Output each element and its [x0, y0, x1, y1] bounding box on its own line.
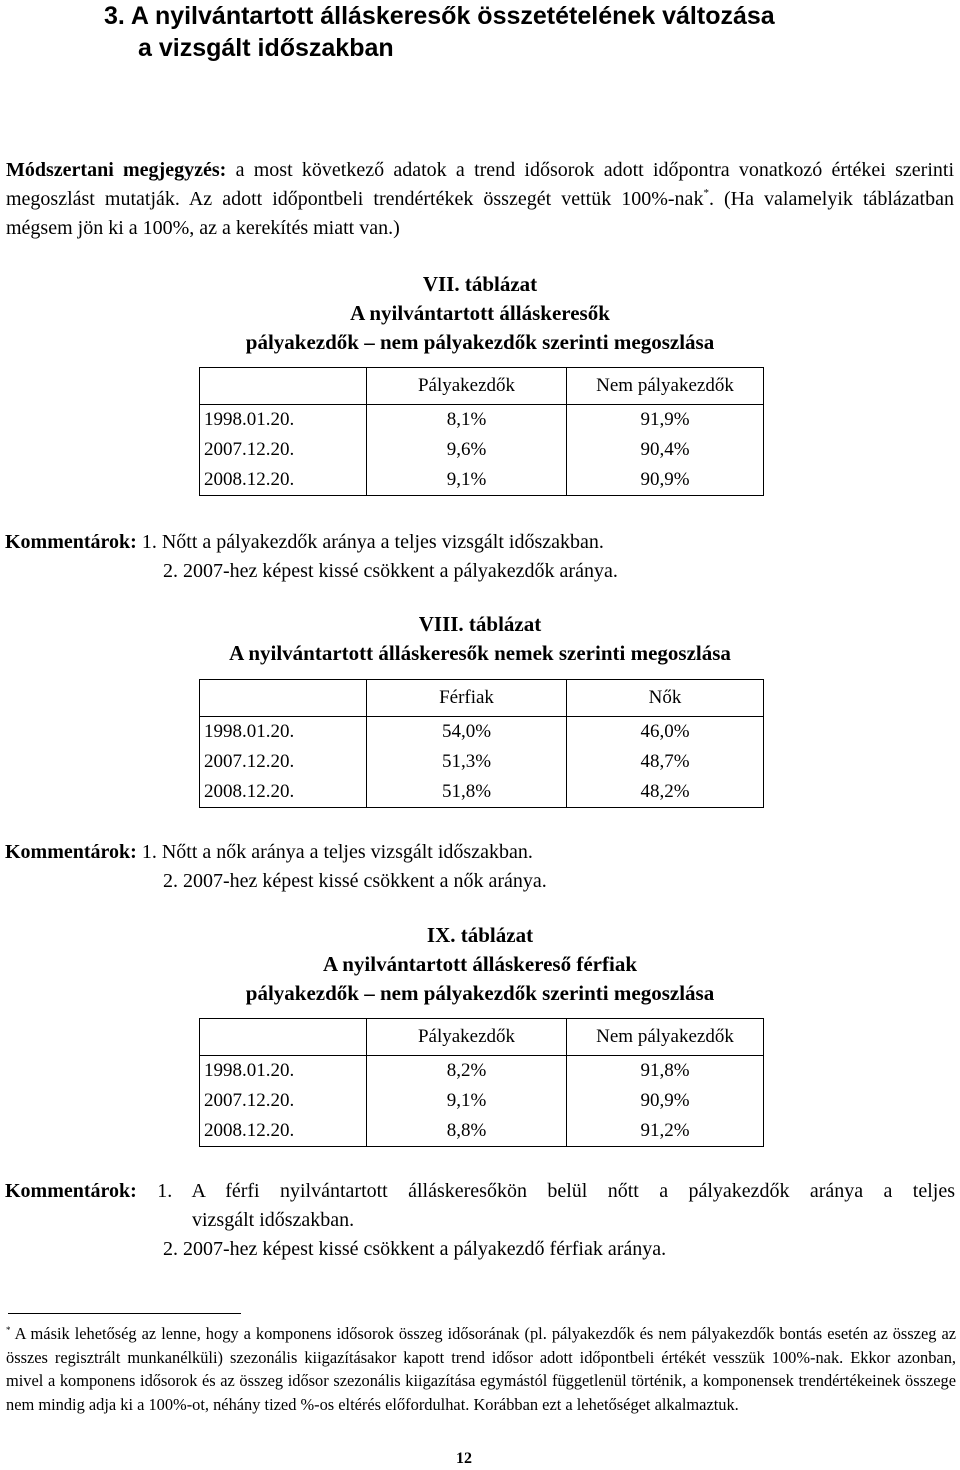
date-cell: 2008.12.20. — [200, 1116, 367, 1147]
table-ix-title-line1: A nyilvántartott álláskereső férfiak — [323, 952, 637, 976]
value-cell: 91,9% — [567, 405, 764, 436]
table-header-cell — [200, 1019, 367, 1056]
table-row — [200, 405, 764, 436]
table-vii-title-line2: pályakezdők – nem pályakezdők szerinti megoszlása — [245, 330, 715, 354]
date-cell: 2007.12.20. — [200, 747, 367, 777]
table-viii — [199, 679, 764, 808]
table-vii-title-line1: A nyilvántartott álláskeresők — [350, 301, 610, 325]
method-note-text: a most következő adatok a trend idősorok adott időpontra vonatkozó értékei szerinti megoszlást mutatják. Az adott időpontbeli trendértékek összegét vettük 100%-nak — [6, 159, 955, 210]
comment-item: 2. 2007-hez képest kissé csökkent a pályakezdő férfiak aránya. — [163, 1238, 667, 1260]
table-header-cell: Férfiak — [367, 680, 567, 717]
table-header-cell: Nők — [567, 680, 764, 717]
method-note — [6, 156, 954, 243]
footnote — [6, 1322, 956, 1416]
date-cell: 2007.12.20. — [200, 1086, 367, 1116]
section-heading-line2: a vizsgált időszakban — [138, 34, 394, 62]
value-cell: 48,7% — [567, 747, 764, 777]
date-cell: 1998.01.20. — [200, 405, 367, 436]
comment-item: 1. Nőtt a pályakezdők aránya a teljes vizsgált időszakban. — [141, 531, 604, 553]
value-cell: 90,9% — [567, 1086, 764, 1116]
comment-first-line — [5, 1177, 955, 1206]
comment-item: 1. Nőtt a nők aránya a teljes vizsgált időszakban. — [141, 841, 533, 863]
date-cell: 2007.12.20. — [200, 435, 367, 465]
table-header-cell: Pályakezdők — [367, 368, 567, 405]
value-cell: 51,8% — [367, 777, 567, 808]
comment-item: 2. 2007-hez képest kissé csökkent a nők aránya. — [163, 870, 547, 892]
value-cell: 48,2% — [567, 777, 764, 808]
table-row — [200, 465, 764, 496]
value-cell: 90,4% — [567, 435, 764, 465]
value-cell: 90,9% — [567, 465, 764, 496]
table-header-cell: Pályakezdők — [367, 1019, 567, 1056]
comments-label: Kommentárok: — [5, 841, 137, 863]
value-cell: 9,1% — [367, 1086, 567, 1116]
section-heading — [104, 0, 904, 64]
table-viii-title-line1: A nyilvántartott álláskeresők nemek szerinti megoszlása — [229, 641, 731, 665]
table-vii-comments — [5, 528, 955, 586]
table-header-cell — [200, 368, 367, 405]
table-ix-number: IX. táblázat — [426, 923, 534, 947]
table-ix — [199, 1018, 764, 1147]
page-number: 12 — [456, 1450, 472, 1467]
footnote-separator — [8, 1313, 241, 1314]
table-viii-comments — [5, 838, 955, 896]
table-vii-number: VII. táblázat — [422, 272, 538, 296]
value-cell: 8,2% — [367, 1056, 567, 1087]
table-vii — [199, 367, 764, 496]
date-cell: 1998.01.20. — [200, 1056, 367, 1087]
table-viii-number: VIII. táblázat — [418, 612, 542, 636]
section-heading-line1: 3. A nyilvántartott álláskeresők összetételének változása — [104, 2, 775, 30]
table-vii-caption — [0, 270, 960, 357]
value-cell: 46,0% — [567, 717, 764, 748]
value-cell: 9,1% — [367, 465, 567, 496]
table-row — [200, 717, 764, 748]
value-cell: 91,8% — [567, 1056, 764, 1087]
value-cell: 51,3% — [367, 747, 567, 777]
table-row — [200, 777, 764, 808]
table-row — [200, 747, 764, 777]
table-header-row — [200, 368, 764, 405]
table-row — [200, 1086, 764, 1116]
table-ix-caption — [0, 921, 960, 1008]
value-cell: 91,2% — [567, 1116, 764, 1147]
table-header-cell — [200, 680, 367, 717]
table-ix-title-line2: pályakezdők – nem pályakezdők szerinti megoszlása — [245, 981, 715, 1005]
method-note-text-end: . (Ha valamelyik táblázatban mégsem jön ki a 100%, az a kerekítés miatt van.) — [6, 188, 954, 239]
footnote-text: A másik lehetőség az lenne, hogy a komponens idősorok összeg idősorának (pl. pályakezdők és nem pályakezdők bontás esetén az összeg az összes regisztrált munkanélküli) szezonális kiigazításakor kapott trend idősor adott időpontbeli értékét vesszük 100%-nak. Ekkor azonban, mivel a komponens idősorok és az összeg idősor szezonális kiigazítása egymástól függetlenül történik, a komponensek trendértékeinek összege nem mindig adja ki a 100%-ot, néhány tized %-os eltérés előfordulhat. Korábban ezt a lehetőséget alkalmaztuk. — [6, 1324, 956, 1414]
method-note-label: Módszertani megjegyzés: — [6, 159, 227, 181]
table-viii-caption — [0, 610, 960, 668]
value-cell: 8,1% — [367, 405, 567, 436]
table-row — [200, 1056, 764, 1087]
comments-label: Kommentárok: — [5, 1180, 137, 1202]
table-row — [200, 1116, 764, 1147]
comment-item: 1. A férfi nyilvántartott álláskeresőkön belül nőtt a pályakezdők aránya a teljes — [157, 1180, 956, 1202]
date-cell: 2008.12.20. — [200, 777, 367, 808]
table-header-row — [200, 1019, 764, 1056]
footnote-mark: * — [6, 1325, 11, 1335]
table-ix-comments — [5, 1177, 955, 1264]
comment-item: 2. 2007-hez képest kissé csökkent a pályakezdők aránya. — [163, 560, 618, 582]
date-cell: 2008.12.20. — [200, 465, 367, 496]
value-cell: 54,0% — [367, 717, 567, 748]
table-row — [200, 435, 764, 465]
comments-label: Kommentárok: — [5, 531, 137, 553]
table-header-row — [200, 680, 764, 717]
date-cell: 1998.01.20. — [200, 717, 367, 748]
table-header-cell: Nem pályakezdők — [567, 1019, 764, 1056]
comment-item-continuation: vizsgált időszakban. — [192, 1209, 355, 1231]
footnote-reference[interactable]: * — [703, 187, 709, 199]
value-cell: 8,8% — [367, 1116, 567, 1147]
table-header-cell: Nem pályakezdők — [567, 368, 764, 405]
value-cell: 9,6% — [367, 435, 567, 465]
